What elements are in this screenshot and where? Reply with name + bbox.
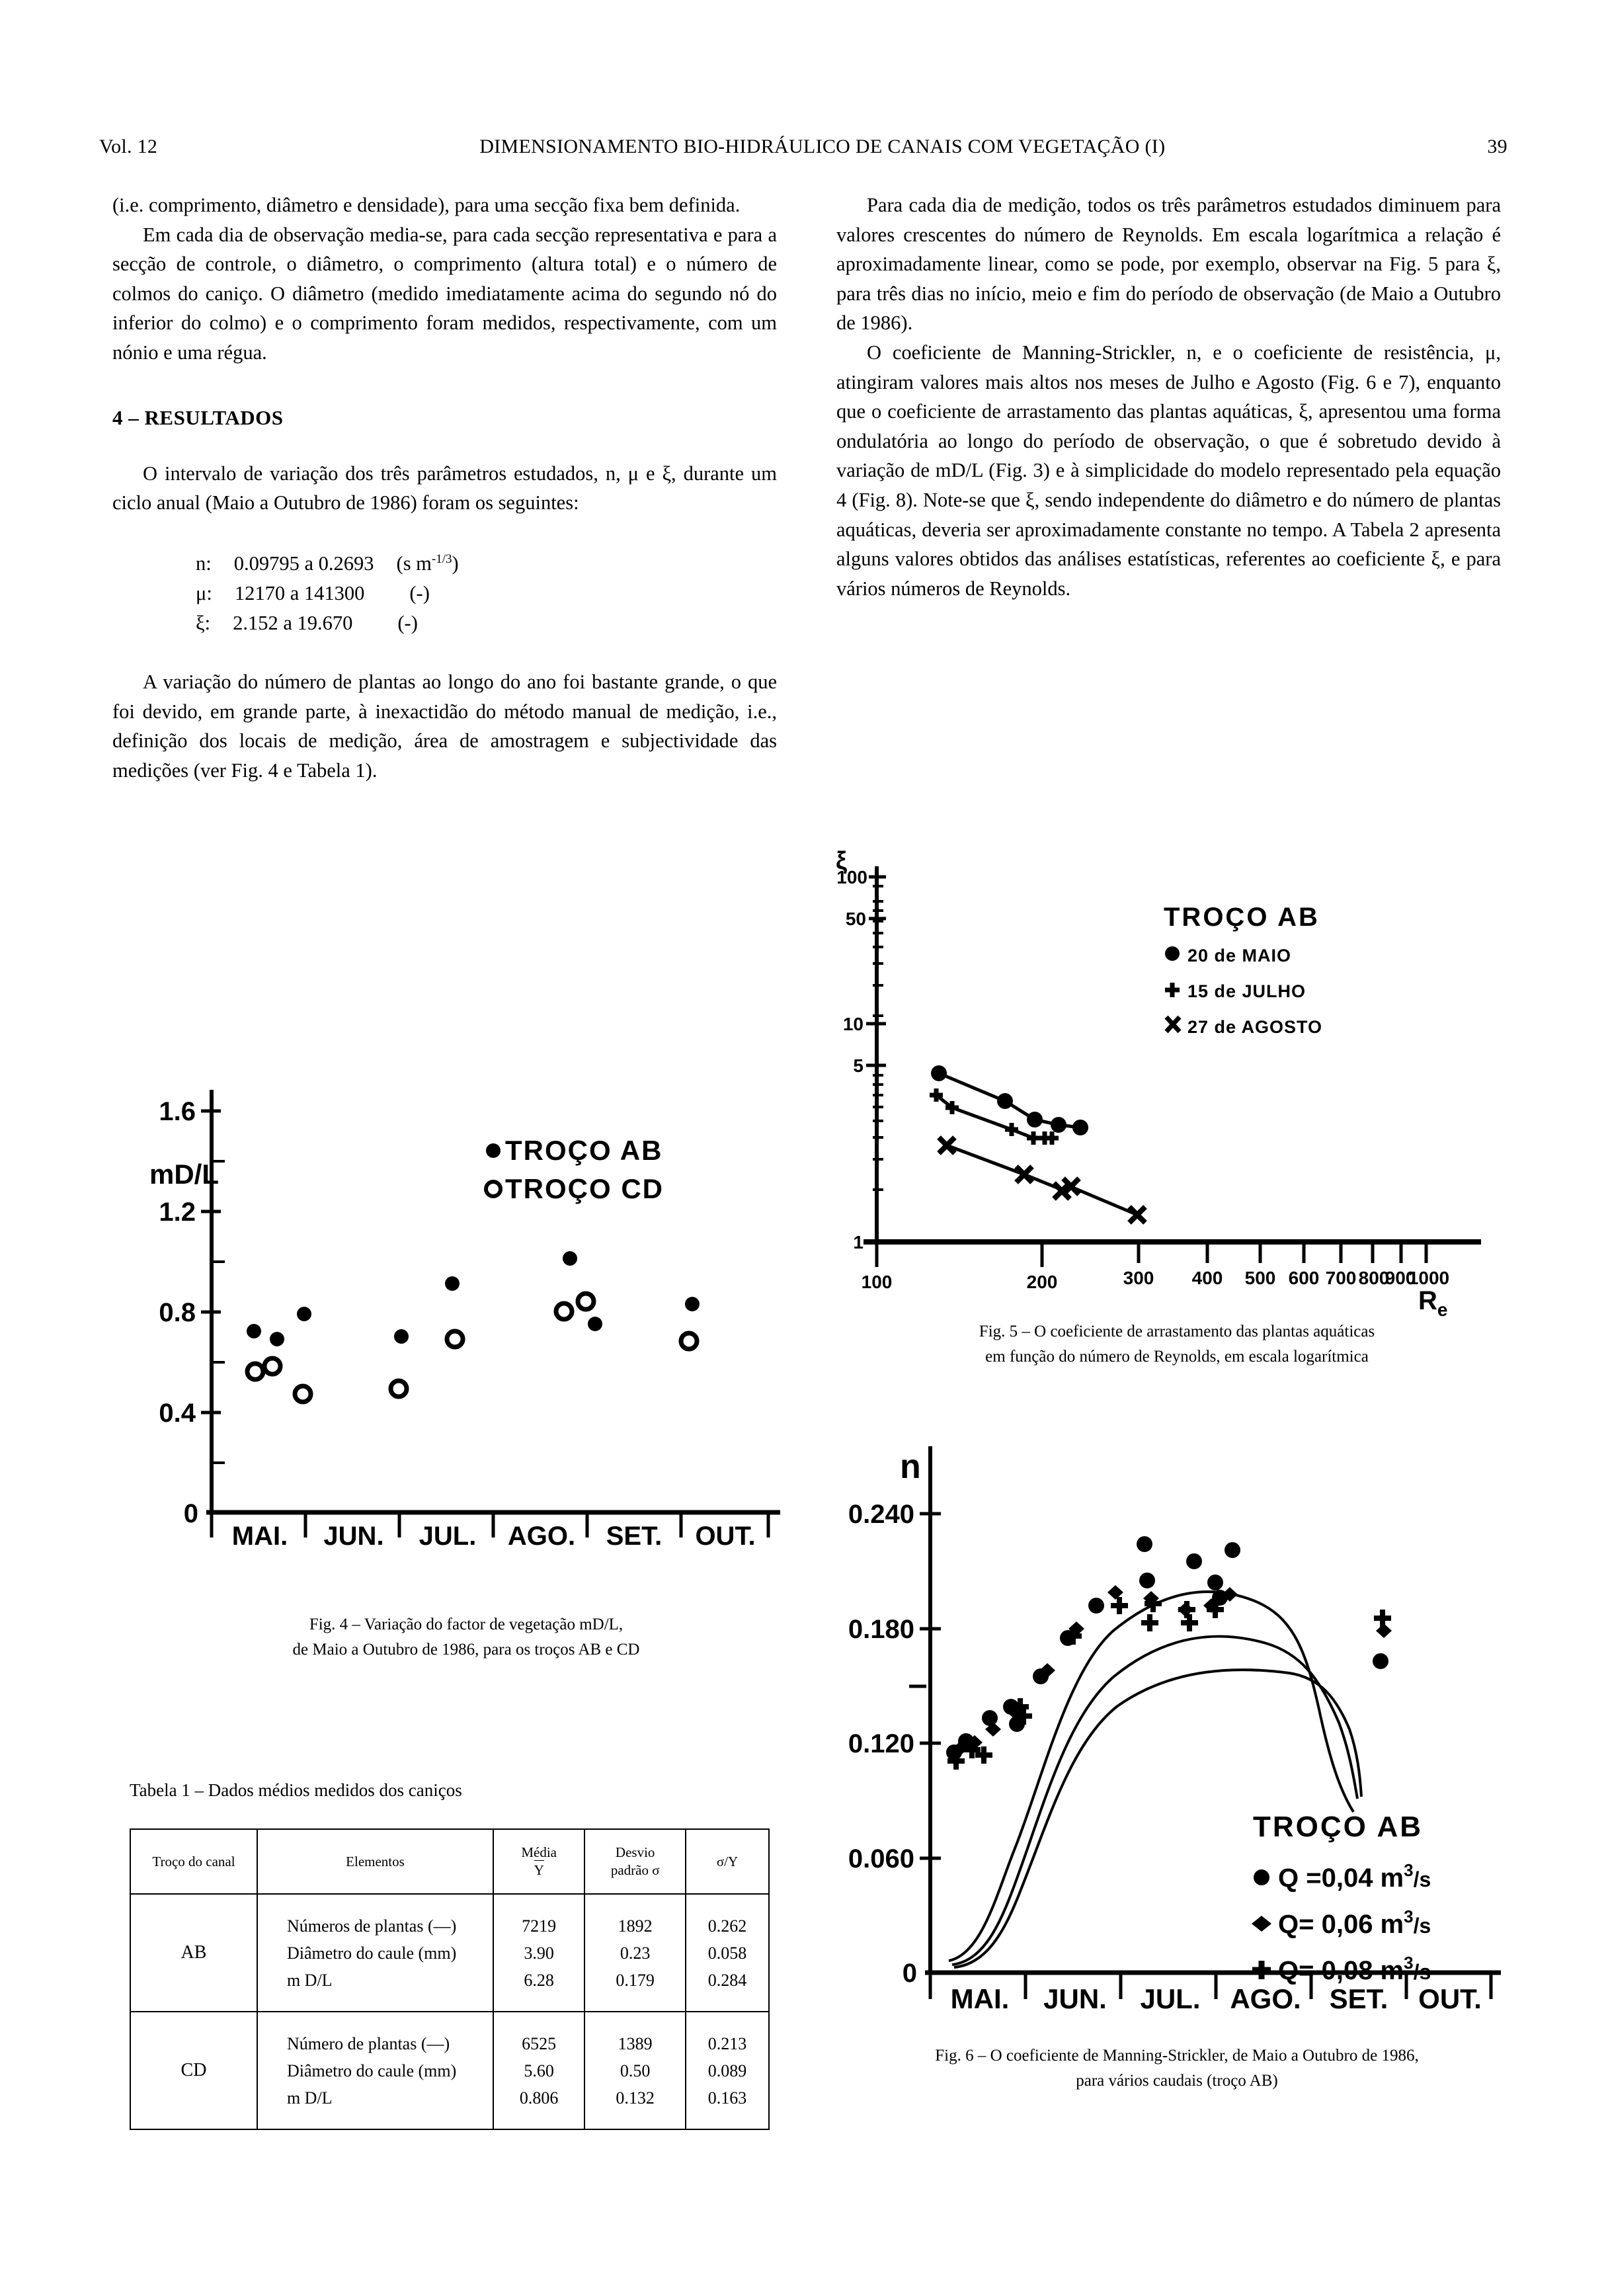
table-1-caption: Tabela 1 – Dados médios medidos dos caniços [130,1780,462,1800]
series-q008-points [947,1595,1391,1770]
cell-elementos: Número de plantas (—) Diâmetro do caule (mm) m D/L [257,2012,493,2129]
cell-troco: AB [130,1894,257,2012]
param-unit: (-) [397,611,418,634]
paragraph-intervalo: O intervalo de variação dos três parâmetros estudados, n, μ e ξ, durante um ciclo anual (Maio a Outubro de 1986) foram os seguintes: [112,462,777,514]
data-point [997,1093,1013,1109]
data-point [295,1386,311,1402]
data-point [1027,1112,1043,1128]
figure-6-chart [817,1432,1537,2040]
legend-title-troco-ab: TROÇO AB [1253,1811,1424,1843]
y-tick-label: 0.180 [848,1615,914,1644]
figure-5-legend [1164,903,1322,1037]
cell-ratio: 0.262 0.058 0.284 [686,1894,769,2012]
x-tick-label: 300 [1123,1268,1154,1288]
paragraph-medicao: Para cada dia de medição, todos os três parâmetros estudados diminuem para valores crescentes do número de Reynolds. Em escala logarítmica a relação é aproximadamente linear, como se pode, por exemplo, observar na Fig. 5 para ξ, para três dias no início, meio e fim do período de observação (de Maio a Outubro de 1986). [836,194,1501,335]
x-tick-label-jul: JUL. [419,1522,477,1551]
data-point [247,1324,261,1338]
legend-marker-filled-circle-icon [1254,1869,1269,1885]
x-tick-label-mai: MAI. [950,1983,1010,2014]
x-tick-label: 800 [1358,1268,1390,1288]
data-point [264,1358,280,1374]
data-point [447,1331,463,1347]
x-axis-ticks [212,1512,768,1538]
x-tick-label: 600 [1288,1268,1320,1288]
data-point [297,1307,311,1321]
figure-4-chart [132,1078,800,1607]
param-symbol: ξ: [196,611,211,634]
data-point [1373,1653,1388,1669]
x-tick-label: 100 [861,1272,893,1292]
figure-5-caption [826,1319,1527,1370]
table-row [130,1894,769,2012]
param-row-n [196,544,777,579]
param-range: 0.09795 a 0.2693 [233,552,374,575]
legend-label-20-maio: 20 de MAIO [1187,946,1292,965]
param-unit: (-) [409,581,430,604]
cell-desvio: 1892 0.23 0.179 [584,1894,686,2012]
series-troco-cd-points [247,1293,697,1402]
param-row-mu [196,579,777,608]
y-tick-label: 10 [842,1014,864,1034]
x-tick-label-set: SET. [606,1522,663,1551]
x-axis-title-re: $R_e$ [1418,1286,1448,1320]
data-point [681,1333,697,1349]
y-tick-label: 1.2 [159,1198,196,1227]
figure-5-caption-line-1: Fig. 5 – O coeficiente de arrastamento das plantas aquáticas [979,1323,1375,1340]
table-header-row [130,1829,769,1894]
figure-5 [820,846,1527,1320]
data-point [270,1332,284,1346]
data-point [1088,1598,1104,1614]
figure-6-caption-line-2: para vários caudais (troço AB) [1076,2072,1278,2090]
data-point [931,1065,947,1081]
paragraph-manning: O coeficiente de Manning-Strickler, n, e o coeficiente de resistência, μ, atingiram valores mais altos nos meses de Julho e Agosto (Fig. 6 e 7), enquanto que o coeficiente de arrastamento das plantas aquáticas, ξ, apresentou uma forma ondulatória ao longo do período de observação, o que é sobretudo devido à variação de mD/L (Fig. 3) e à simplicidade do modelo representado pela equação 4 (Fig. 8). Note-se que ξ, sendo independente do diâmetro e do número de plantas aquáticas, deveria ser aproximadamente constante no tempo. A Tabela 2 apresenta alguns valores obtidos das análises estatísticas, referentes ao coeficiente ξ, e para vários números de Reynolds. [836,341,1501,600]
legend-label-27-agosto: 27 de AGOSTO [1187,1017,1323,1037]
figure-4-caption-line-2: de Maio a Outubro de 1986, para os troços AB e CD [292,1641,640,1659]
data-point [247,1364,263,1379]
spacer [112,638,777,667]
x-tick-label: 1000 [1408,1268,1450,1288]
cell-troco: CD [130,2012,257,2129]
table-header-media: Média Y [493,1829,584,1894]
data-point [588,1317,602,1331]
x-tick-label: 400 [1191,1268,1223,1288]
table-header-ratio: σ/Y [686,1829,769,1894]
param-symbol: n: [196,552,212,575]
data-point [1207,1575,1223,1590]
page-number: 39 [1487,136,1508,157]
page-title: DIMENSIONAMENTO BIO-HIDRÁULICO DE CANAIS COM VEGETAÇÃO (I) [479,136,1166,157]
running-head [99,136,1508,158]
series-troco-ab-points [247,1251,700,1346]
fit-curve-q004 [949,1592,1353,1961]
cell-ratio: 0.213 0.089 0.163 [686,2012,769,2129]
y-tick-label: 0.060 [848,1844,914,1873]
table-header-desvio: Desvio padrão σ [584,1829,686,1894]
data-point [445,1276,460,1291]
x-tick-label-out: OUT. [695,1522,756,1551]
x-axis-ticks [877,1242,1426,1267]
data-point [1137,1536,1152,1552]
figure-4 [132,1078,800,1607]
x-tick-label: 500 [1244,1268,1276,1288]
legend-title-troco-ab: TROÇO AB [1164,903,1320,932]
y-tick-label: 100 [836,867,867,887]
parameter-list [112,544,777,638]
data-point [685,1297,700,1311]
data-point [556,1303,572,1319]
data-point [1225,1542,1240,1558]
cell-media: 7219 3.90 6.28 [493,1894,584,2012]
y-tick-label: 50 [845,909,866,929]
data-point [1186,1553,1202,1569]
y-tick-label: 0.4 [159,1399,196,1428]
x-axis-ticks [930,1973,1491,1999]
y-tick-label: 5 [853,1055,864,1076]
x-tick-label: 700 [1325,1268,1357,1288]
y-tick-label: 1 [853,1232,864,1252]
x-tick-label: 200 [1026,1272,1058,1292]
y-tick-label: 0.240 [848,1500,914,1529]
data-point [1051,1117,1066,1133]
legend-label-q006: Q= 0,06 $m^3_{/s}$ [1278,1906,1431,1939]
y-tick-label: 0.120 [848,1729,914,1758]
cell-desvio: 1389 0.50 0.132 [584,2012,686,2129]
figure-6 [817,1432,1537,2040]
figure-6-caption [817,2043,1537,2094]
legend-marker-plus-icon [1252,1961,1271,1979]
param-symbol: μ: [196,581,212,604]
y-axis-title-xi: ξ [836,847,847,875]
legend-label-troco-ab: TROÇO AB [505,1135,663,1166]
data-point [1072,1120,1088,1135]
figure-5-chart [820,846,1527,1320]
paragraph-variacao: A variação do número de plantas ao longo do ano foi bastante grande, o que foi devido, em grande parte, à inexactidão do método manual de medição, i.e., definição dos locais de medição, área de amostragem e subjectividade das medições (ver Fig. 4 e Tabela 1). [112,670,777,782]
y-tick-label: 0.8 [159,1298,196,1327]
param-range: 2.152 a 19.670 [233,611,353,634]
x-tick-label-set: SET. [1329,1983,1388,2014]
cell-elementos: Números de plantas (—) Diâmetro do caule (mm) m D/L [257,1894,493,2012]
legend-marker-open-circle-icon [486,1182,501,1196]
table-header-troco: Troço do canal [130,1829,257,1894]
x-tick-label-jul: JUL. [1140,1983,1201,2014]
data-point [391,1381,407,1397]
x-tick-label: 900 [1385,1268,1416,1288]
param-unit-exponent: -1/3 [431,552,452,566]
param-unit-close: ) [452,552,459,575]
y-axis-title: mD/L [149,1159,219,1190]
x-tick-labels [862,1268,1450,1292]
paragraph-observacao: Em cada dia de observação media-se, para cada secção representativa e para a secção de controle, o diâmetro, o comprimento (altura total) e o número de colmos do caniço. O diâmetro (medido imediatamente acima do segundo nó do inferior do colmo) e o comprimento foram medidos, respectivamente, com um nónio e uma régua. [112,223,777,364]
x-tick-label-jun: JUN. [323,1522,384,1551]
series-line-27-agosto [947,1145,1137,1215]
param-row-xi [196,608,777,638]
figure-5-caption-line-2: em função do número de Reynolds, em escala logarítmica [985,1348,1369,1366]
legend-marker-diamond-icon [1252,1916,1271,1932]
data-point [982,1710,998,1726]
data-point [578,1293,594,1309]
y-tick-label: 0 [902,1959,917,1988]
x-tick-label-jun: JUN. [1043,1983,1107,2014]
x-tick-label-mai: MAI. [231,1522,288,1551]
y-tick-labels [848,1500,917,1988]
x-tick-label-out: OUT. [1418,1983,1482,2014]
data-point [394,1329,409,1344]
section-heading-resultados: 4 – RESULTADOS [112,405,284,429]
legend-label-q004: Q =0,04 $m^3_{/s}$ [1278,1860,1431,1893]
x-tick-label-ago: AGO. [1230,1983,1301,2014]
legend-marker-filled-circle-icon [486,1143,501,1158]
figure-4-caption [132,1612,800,1662]
data-point [1139,1573,1155,1588]
figure-4-legend [486,1135,664,1204]
legend-marker-cross-icon [1166,1017,1180,1032]
figure-6-legend [1252,1811,1431,1985]
param-range: 12170 a 141300 [234,581,365,604]
cell-media: 6525 5.60 0.806 [493,2012,584,2129]
data-point [563,1251,577,1266]
right-column [836,190,1501,603]
table-row [130,2012,769,2129]
figure-4-caption-line-1: Fig. 4 – Variação do factor de vegetação mD/L, [309,1616,623,1633]
table-header-elementos: Elementos [257,1829,493,1894]
legend-label-15-julho: 15 de JULHO [1187,981,1306,1001]
legend-marker-plus-icon [1165,983,1180,997]
spacer [112,430,777,459]
x-tick-label-ago: AGO. [507,1522,576,1551]
y-axis-title-n: n [900,1448,921,1486]
legend-label-troco-cd: TROÇO CD [505,1173,664,1204]
legend-label-q008: Q= 0,08 $m^3_{/s}$ [1278,1953,1431,1985]
y-tick-label: 1.6 [159,1097,196,1126]
left-column [112,190,777,785]
param-unit: (s m [396,552,432,575]
paragraph-intro: (i.e. comprimento, diâmetro e densidade), para uma secção fixa bem definida. [112,194,741,216]
y-tick-labels [836,867,867,1252]
table-1 [130,1828,770,2130]
y-tick-label: 0 [183,1499,198,1528]
legend-marker-filled-circle-icon [1165,946,1180,961]
volume-label: Vol. 12 [99,136,158,157]
figure-6-caption-line-1: Fig. 6 – O coeficiente de Manning-Strickler, de Maio a Outubro de 1986, [935,2047,1419,2065]
